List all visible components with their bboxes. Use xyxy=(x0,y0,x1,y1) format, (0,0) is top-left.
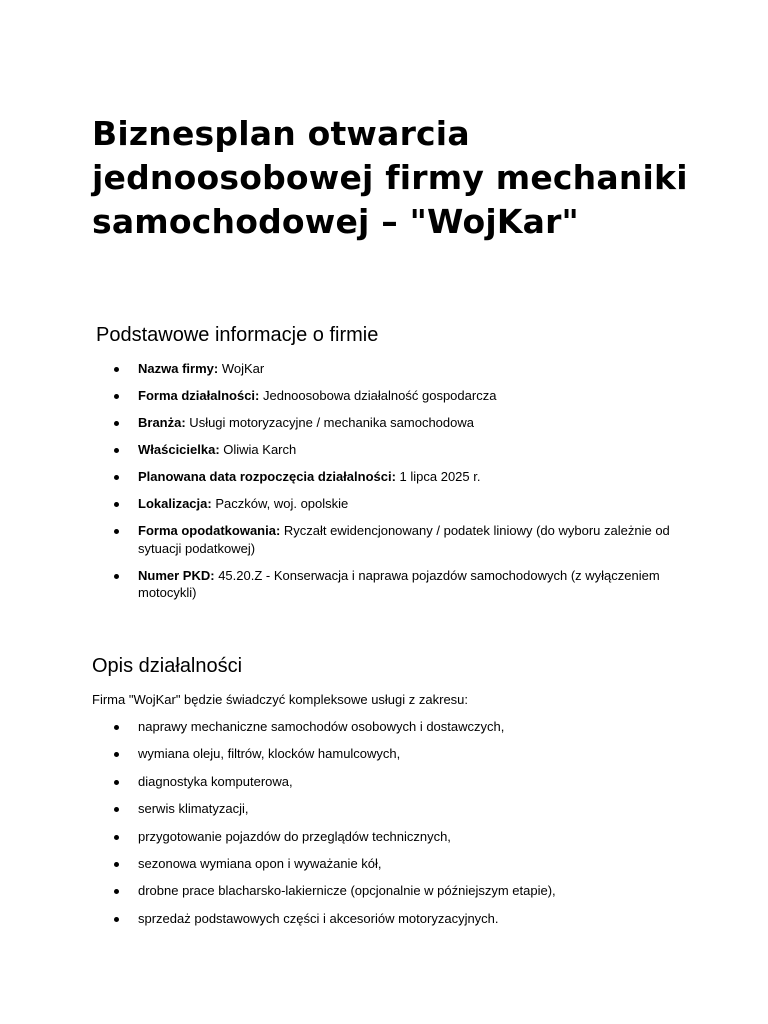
list-item xyxy=(92,828,682,846)
item-key: Właścicielka: xyxy=(138,442,220,457)
service-text: przygotowanie pojazdów do przeglądów technicznych, xyxy=(138,828,451,844)
list-item xyxy=(92,773,682,791)
service-text: sprzedaż podstawowych części i akcesoriów motoryzacyjnych. xyxy=(138,910,499,926)
list-item xyxy=(92,468,682,486)
bullet-icon xyxy=(114,421,119,426)
item-key: Forma opodatkowania: xyxy=(138,523,281,538)
basic-info-list xyxy=(92,360,682,611)
bullet-icon xyxy=(114,502,119,507)
item-value: Ryczałt ewidencjonowany / podatek liniowy (do wyboru zależnie od sytuacji podatkowej) xyxy=(138,523,670,556)
item-value: Oliwia Karch xyxy=(219,442,297,457)
bullet-icon xyxy=(114,807,119,812)
list-item xyxy=(92,360,682,378)
service-text: wymiana oleju, filtrów, klocków hamulcowych, xyxy=(138,746,401,762)
bullet-icon xyxy=(114,835,119,840)
list-item xyxy=(92,567,682,602)
service-text: sezonowa wymiana opon i wyważanie kół, xyxy=(138,855,382,871)
bullet-icon xyxy=(114,367,119,372)
bullet-icon xyxy=(114,448,119,453)
list-item xyxy=(92,522,682,557)
list-item xyxy=(92,910,682,928)
bullet-icon xyxy=(114,529,119,534)
item-key: Numer PKD: xyxy=(138,567,215,583)
document-title: Biznesplan otwarcia jednoosobowej firmy mechaniki samochodowej – "WojKar" xyxy=(92,114,688,241)
list-item xyxy=(92,718,682,736)
list-item xyxy=(92,387,682,405)
item-value: Usługi motoryzacyjne / mechanika samochodowa xyxy=(185,415,474,430)
bullet-icon xyxy=(114,574,119,579)
bullet-icon xyxy=(114,889,119,894)
item-value: 45.20.Z - Konserwacja i naprawa pojazdów samochodowych (z wyłączeniem motocykli) xyxy=(138,567,660,600)
service-text: diagnostyka komputerowa, xyxy=(138,773,293,789)
bullet-icon xyxy=(114,752,119,757)
list-item xyxy=(92,745,682,763)
item-key: Branża: xyxy=(138,415,186,430)
services-list xyxy=(92,718,682,937)
bullet-icon xyxy=(114,725,119,730)
item-value: Jednoosobowa działalność gospodarcza xyxy=(259,388,497,403)
list-item xyxy=(92,441,682,459)
list-item xyxy=(92,855,682,873)
bullet-icon xyxy=(114,394,119,399)
list-item xyxy=(92,800,682,818)
item-key: Nazwa firmy: xyxy=(138,361,219,376)
item-value: 1 lipca 2025 r. xyxy=(395,469,481,484)
section-heading-description: Opis działalności xyxy=(92,655,243,677)
list-item xyxy=(92,882,682,900)
service-text: serwis klimatyzacji, xyxy=(138,801,249,817)
bullet-icon xyxy=(114,862,119,867)
service-text: naprawy mechaniczne samochodów osobowych i dostawczych, xyxy=(138,719,505,734)
description-intro: Firma "WojKar" będzie świadczyć kompleksowe usługi z zakresu: xyxy=(92,692,469,707)
service-text: drobne prace blacharsko-lakiernicze (opcjonalnie w późniejszym etapie), xyxy=(138,883,556,899)
section-heading-basic-info: Podstawowe informacje o firmie xyxy=(96,324,379,346)
bullet-icon xyxy=(114,780,119,785)
bullet-icon xyxy=(114,475,119,480)
list-item xyxy=(92,495,682,513)
item-value: Paczków, woj. opolskie xyxy=(211,496,349,511)
list-item xyxy=(92,414,682,432)
item-key: Planowana data rozpoczęcia działalności: xyxy=(138,469,396,484)
bullet-icon xyxy=(114,917,119,922)
item-value: WojKar xyxy=(218,361,265,376)
item-key: Forma działalności: xyxy=(138,388,260,403)
item-key: Lokalizacja: xyxy=(138,496,212,511)
